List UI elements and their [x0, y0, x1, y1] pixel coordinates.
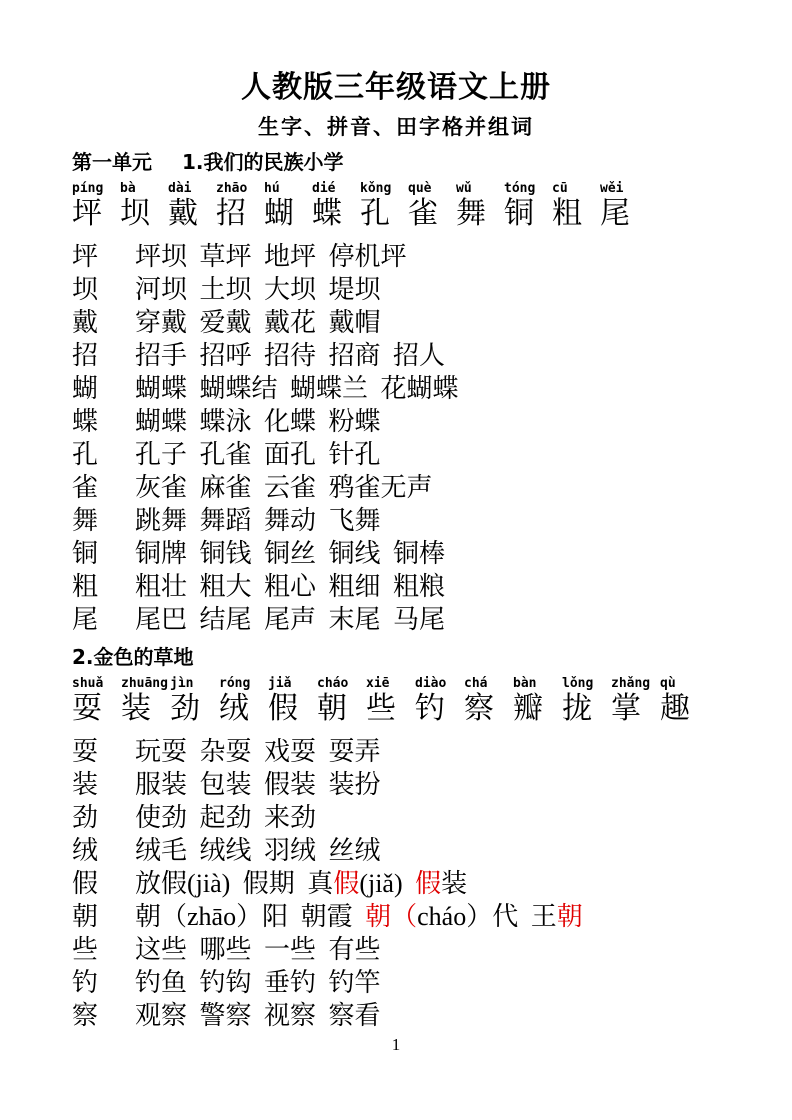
char-entry: [611, 676, 660, 727]
word-text: 绒毛 绒线 羽绒 丝绒: [135, 836, 381, 865]
new-character: 察: [464, 692, 494, 725]
pinyin-label: dài: [168, 181, 192, 196]
pinyin-label: píng: [72, 181, 104, 196]
row-character: 戴: [72, 308, 99, 337]
word-text: 尾巴 结尾 尾声 末尾 马尾: [135, 605, 446, 634]
row-words: [135, 900, 583, 933]
char-entry: [600, 181, 648, 232]
row-words: [135, 801, 316, 834]
wordrows-2: [72, 735, 720, 1032]
row-words: [135, 504, 381, 537]
word-text: 装: [441, 869, 468, 898]
new-character: 掌: [611, 692, 641, 725]
row-character: 招: [72, 341, 99, 370]
char-entry: [72, 181, 120, 232]
pinyin-label: lǒng: [562, 676, 594, 691]
pinyin-label: shuǎ: [72, 676, 104, 691]
word-row: [72, 504, 720, 537]
row-words: [135, 966, 381, 999]
pinyin-label: cháo: [317, 676, 349, 691]
word-row: [72, 735, 720, 768]
row-words: [135, 834, 381, 867]
char-entry: [456, 181, 504, 232]
row-character: 假: [72, 869, 99, 898]
row-words: [135, 735, 381, 768]
word-row: [72, 570, 720, 603]
pinyin-label: zhǎng: [611, 676, 651, 691]
word-text: 招手 招呼 招待 招商 招人: [135, 341, 446, 370]
pinyin-label: tóng: [504, 181, 536, 196]
word-text: 跳舞 舞蹈 舞动 飞舞: [135, 506, 381, 535]
page-title: 人教版三年级语文上册: [241, 70, 551, 105]
word-row: [72, 306, 720, 339]
char-entry: [268, 676, 317, 727]
new-character: 戴: [168, 197, 198, 230]
word-text: 铜牌 铜钱 铜丝 铜线 铜棒: [135, 539, 446, 568]
row-words: [135, 405, 381, 438]
row-character: 蝶: [72, 407, 99, 436]
char-entry: [317, 676, 366, 727]
char-entry: [513, 676, 562, 727]
pinyin-label: jìn: [170, 676, 194, 691]
row-words: [135, 240, 407, 273]
pinyin-label: bàn: [513, 676, 537, 691]
row-words: [135, 339, 445, 372]
char-entry: [168, 181, 216, 232]
row-character: 钓: [72, 968, 99, 997]
new-character: 劲: [170, 692, 200, 725]
new-character: 拢: [562, 692, 592, 725]
word-text: cháo）代 王: [417, 902, 557, 931]
new-character: 瓣: [513, 692, 543, 725]
pinyin-label: wǔ: [456, 181, 472, 196]
word-row: [72, 438, 720, 471]
new-character: 铜: [504, 197, 534, 230]
row-words: [135, 471, 433, 504]
char-entry: [562, 676, 611, 727]
pinyin-label: jiǎ: [268, 676, 292, 691]
char-entry: [219, 676, 268, 727]
new-character: 些: [366, 692, 396, 725]
char-entry: [360, 181, 408, 232]
charbank-1: [72, 181, 720, 232]
word-text: 玩耍 杂耍 戏耍 耍弄: [135, 737, 381, 766]
word-row: [72, 834, 720, 867]
row-character: 察: [72, 1001, 99, 1030]
char-entry: [216, 181, 264, 232]
pinyin-label: kǒng: [360, 181, 392, 196]
new-character: 坪: [72, 197, 102, 230]
row-words: [135, 570, 445, 603]
word-text: 使劲 起劲 来劲: [135, 803, 317, 832]
char-entry: [415, 676, 464, 727]
char-entry: [366, 676, 415, 727]
section1-header: [72, 149, 720, 175]
pinyin-label: zhāo: [216, 181, 248, 196]
row-words: [135, 933, 381, 966]
row-character: 坝: [72, 275, 99, 304]
new-character: 孔: [360, 197, 390, 230]
word-row: [72, 768, 720, 801]
pinyin-label: xiē: [366, 676, 390, 691]
word-row: [72, 966, 720, 999]
word-text: 蝴蝶 蝴蝶结 蝴蝶兰 花蝴蝶: [135, 374, 459, 403]
word-row: [72, 933, 720, 966]
pinyin-label: cū: [552, 181, 568, 196]
word-row: [72, 900, 720, 933]
new-character: 绒: [219, 692, 249, 725]
word-row: [72, 405, 720, 438]
word-row: [72, 240, 720, 273]
row-character: 尾: [72, 605, 99, 634]
row-character: 装: [72, 770, 99, 799]
pinyin-label: dié: [312, 181, 336, 196]
char-entry: [170, 676, 219, 727]
lesson2-title: 2.金色的草地: [72, 645, 194, 669]
char-entry: [464, 676, 513, 727]
word-row: [72, 603, 720, 636]
lesson1-title: 1.我们的民族小学: [182, 150, 344, 174]
word-text: (jiǎ): [359, 869, 416, 898]
row-words: [135, 537, 445, 570]
new-character: 假: [268, 692, 298, 725]
page-number: 1: [391, 1035, 401, 1054]
word-row: [72, 273, 720, 306]
pinyin-label: wěi: [600, 181, 624, 196]
word-text: 观察 警察 视察 察看: [135, 1001, 381, 1030]
pinyin-label: róng: [219, 676, 251, 691]
char-entry: [552, 181, 600, 232]
row-character: 雀: [72, 473, 99, 502]
pinyin-label: qù: [660, 676, 676, 691]
new-character: 坝: [120, 197, 150, 230]
word-text: 河坝 土坝 大坝 堤坝: [135, 275, 381, 304]
highlighted-text: 朝: [556, 902, 583, 931]
char-entry: [121, 676, 170, 727]
new-character: 粗: [552, 197, 582, 230]
highlighted-text: 假: [415, 869, 442, 898]
charbank-2: [72, 676, 720, 727]
new-character: 装: [121, 692, 151, 725]
pinyin-label: diào: [415, 676, 447, 691]
row-character: 耍: [72, 737, 99, 766]
pinyin-label: chá: [464, 676, 488, 691]
word-row: [72, 999, 720, 1032]
row-words: [135, 273, 381, 306]
row-character: 舞: [72, 506, 99, 535]
char-entry: [120, 181, 168, 232]
new-character: 蝶: [312, 197, 342, 230]
word-text: 钓鱼 钓钩 垂钓 钓竿: [135, 968, 381, 997]
char-entry: [72, 676, 121, 727]
char-entry: [264, 181, 312, 232]
pinyin-label: bà: [120, 181, 136, 196]
row-character: 粗: [72, 572, 99, 601]
row-words: [135, 999, 381, 1032]
pinyin-label: zhuāng: [121, 676, 168, 691]
unit-label: 第一单元: [72, 150, 152, 174]
page-subtitle: 生字、拼音、田字格并组词: [258, 115, 534, 139]
word-row: [72, 372, 720, 405]
pinyin-label: hú: [264, 181, 280, 196]
highlighted-text: 假: [333, 869, 360, 898]
word-text: 孔子 孔雀 面孔 针孔: [135, 440, 381, 469]
new-character: 耍: [72, 692, 102, 725]
word-text: 服装 包装 假装 装扮: [135, 770, 381, 799]
char-entry: [312, 181, 360, 232]
row-character: 孔: [72, 440, 99, 469]
word-row: [72, 537, 720, 570]
row-words: [135, 372, 459, 405]
char-entry: [408, 181, 456, 232]
new-character: 趣: [660, 692, 690, 725]
word-row: [72, 801, 720, 834]
row-character: 铜: [72, 539, 99, 568]
word-text: 灰雀 麻雀 云雀 鸦雀无声: [135, 473, 433, 502]
new-character: 尾: [600, 197, 630, 230]
char-entry: [660, 676, 709, 727]
word-row: [72, 339, 720, 372]
row-words: [135, 438, 381, 471]
word-text: 粗壮 粗大 粗心 粗细 粗粮: [135, 572, 446, 601]
word-text: 穿戴 爱戴 戴花 戴帽: [135, 308, 381, 337]
row-words: [135, 768, 381, 801]
row-character: 劲: [72, 803, 99, 832]
row-character: 坪: [72, 242, 99, 271]
pinyin-label: què: [408, 181, 432, 196]
wordrows-1: [72, 240, 720, 636]
word-text: 蝴蝶 蝶泳 化蝶 粉蝶: [135, 407, 381, 436]
word-text: 坪坝 草坪 地坪 停机坪: [135, 242, 407, 271]
word-row: [72, 867, 720, 900]
new-character: 钓: [415, 692, 445, 725]
section2-header: [72, 644, 720, 670]
word-text: 朝（zhāo）阳 朝霞: [135, 902, 366, 931]
word-text: 这些 哪些 一些 有些: [135, 935, 381, 964]
new-character: 舞: [456, 197, 486, 230]
row-character: 绒: [72, 836, 99, 865]
new-character: 雀: [408, 197, 438, 230]
row-character: 朝: [72, 902, 99, 931]
row-character: 蝴: [72, 374, 99, 403]
new-character: 招: [216, 197, 246, 230]
new-character: 蝴: [264, 197, 294, 230]
row-character: 些: [72, 935, 99, 964]
row-words: [135, 306, 381, 339]
new-character: 朝: [317, 692, 347, 725]
row-words: [135, 867, 467, 900]
row-words: [135, 603, 445, 636]
word-row: [72, 471, 720, 504]
char-entry: [504, 181, 552, 232]
highlighted-text: 朝（: [365, 902, 418, 931]
word-text: 放假(jià) 假期 真: [135, 869, 334, 898]
